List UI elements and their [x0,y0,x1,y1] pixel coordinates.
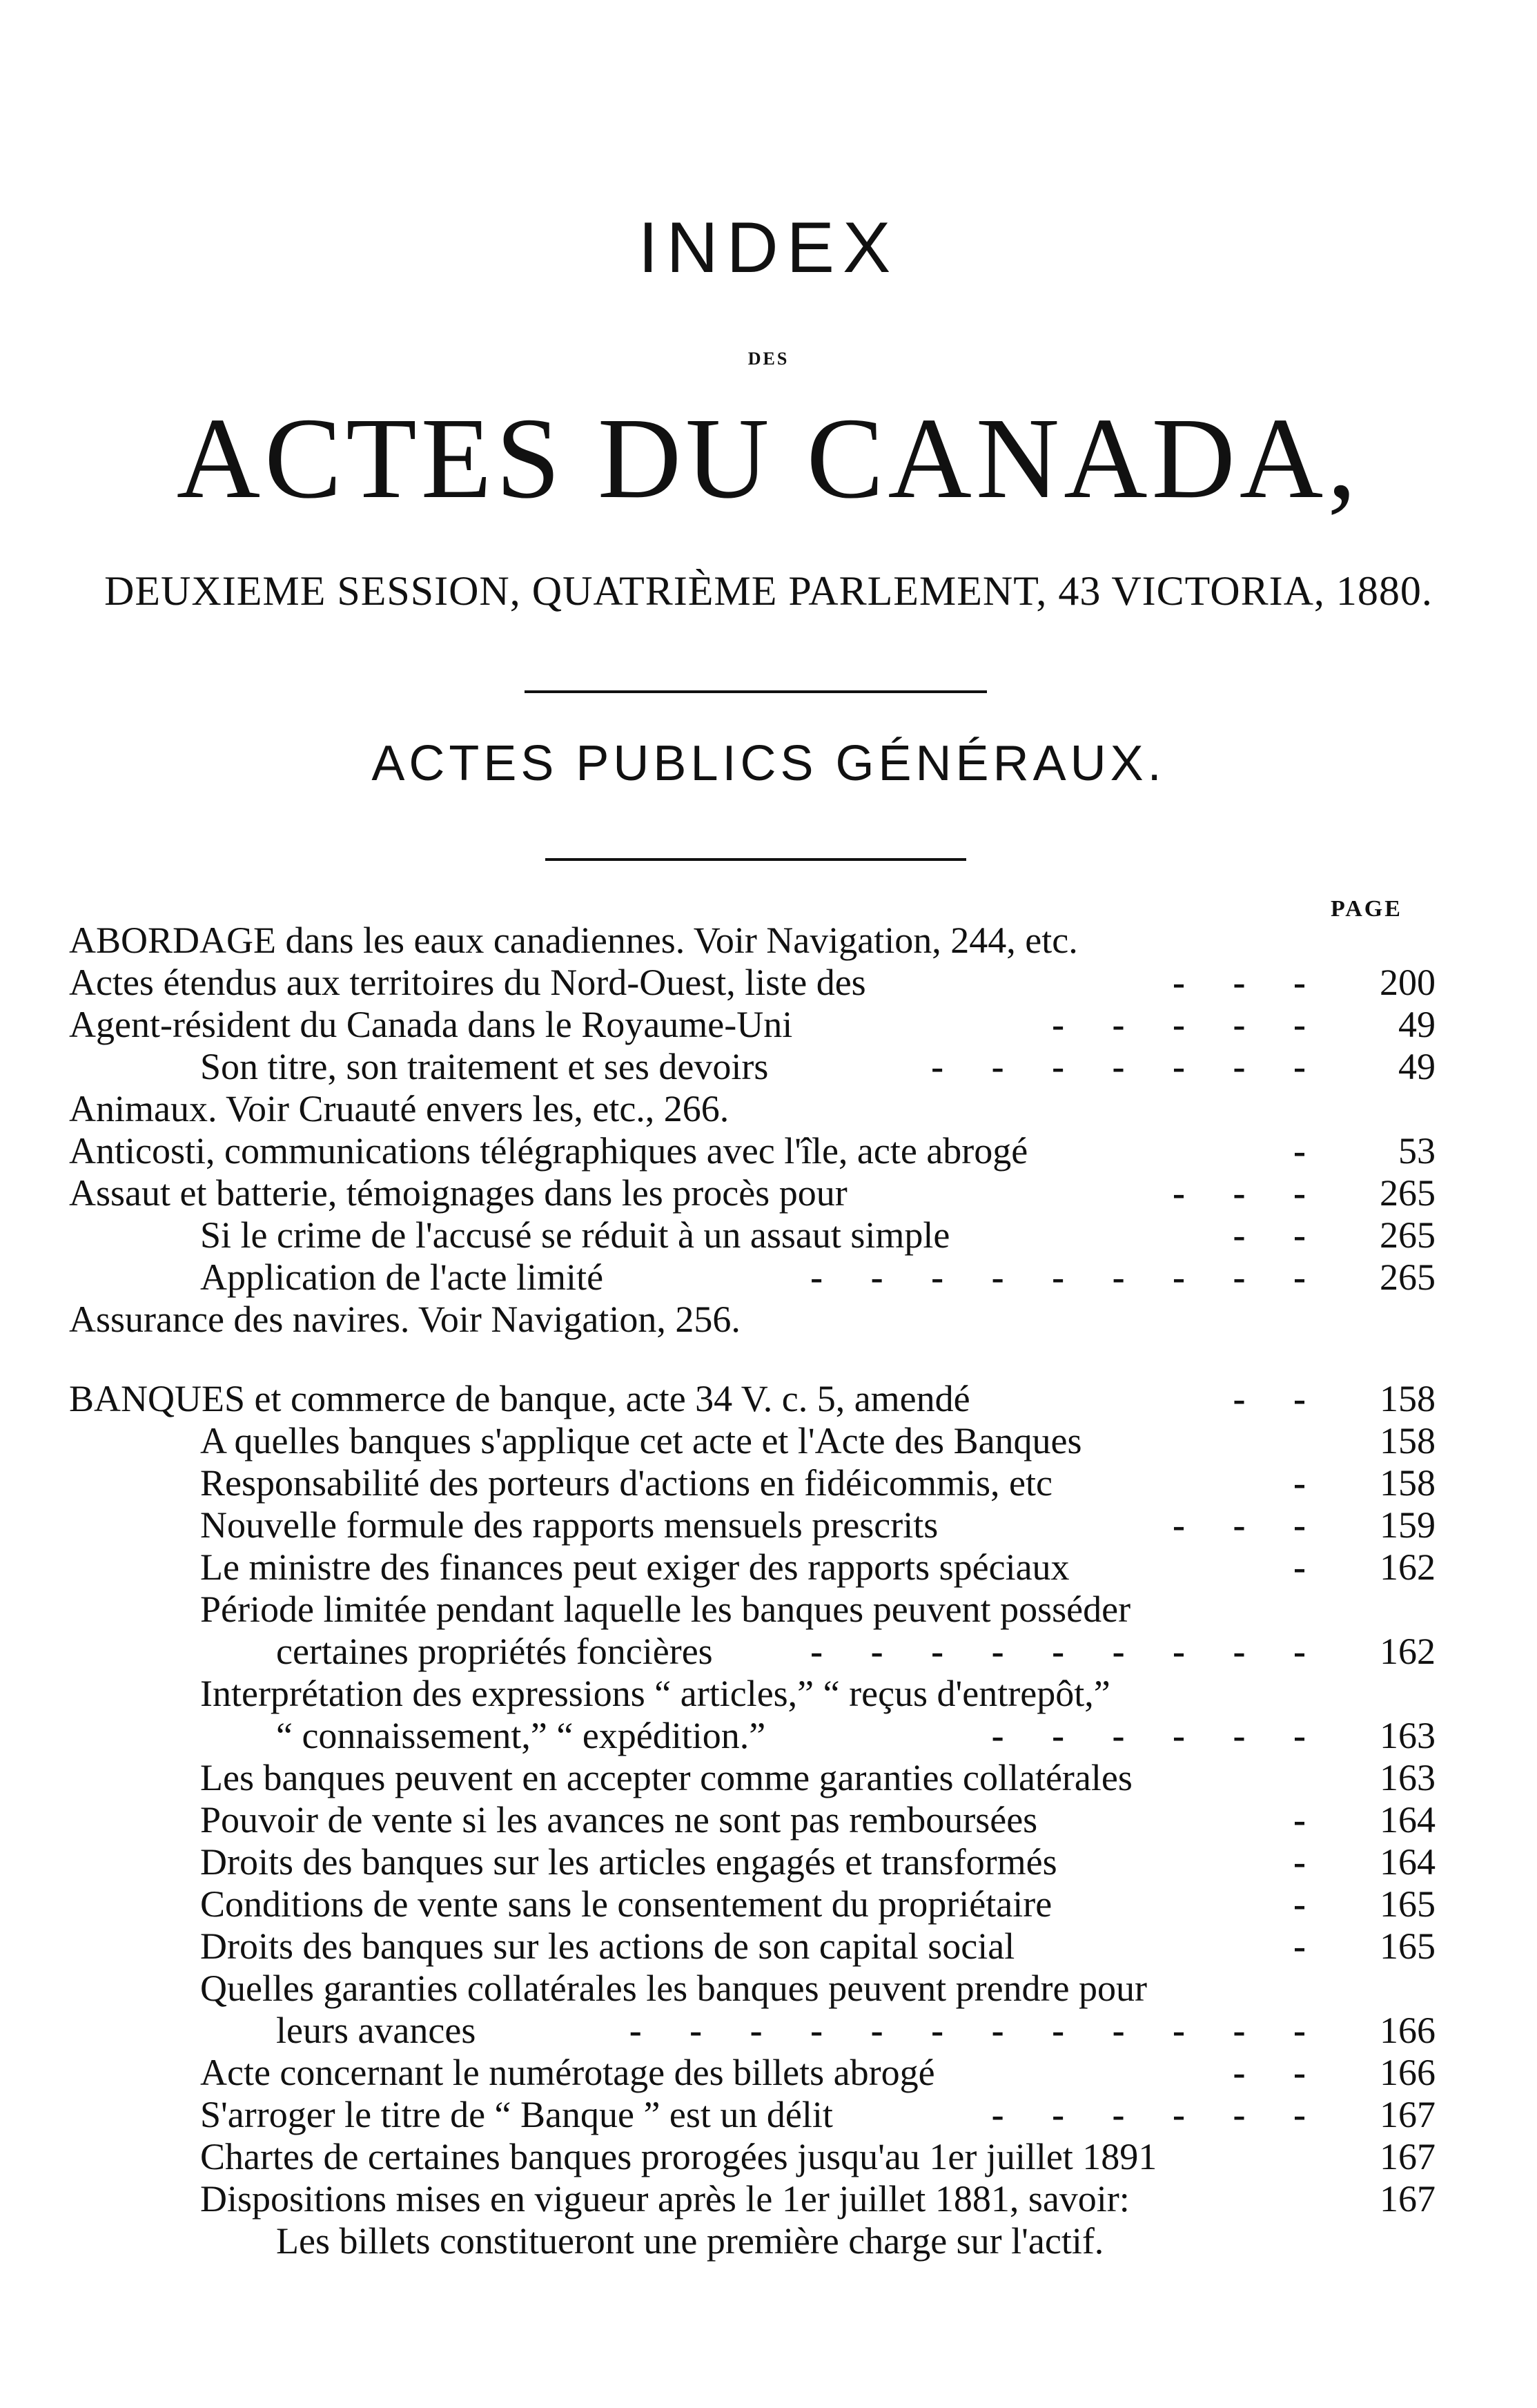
page-number: 53 [1398,1130,1436,1172]
page-number: 165 [1380,1883,1436,1925]
leader-dashes: - - - [1173,1504,1325,1546]
page-number: 164 [1380,1841,1436,1883]
index-entry [69,920,1436,962]
page-number: 159 [1380,1504,1436,1546]
session-subtitle: DEUXIEME SESSION, QUATRIÈME PARLEMENT, 43 VICTORIA, 1880. [104,568,1433,614]
leader-dashes: - - [1233,1214,1325,1256]
entry-text: Responsabilité des porteurs d'actions en fidéicommis, etc [200,1462,1053,1504]
entry-text: Les billets constitueront une première charge sur l'actif. [276,2220,1104,2262]
index-entry [69,1757,1436,1799]
index-entry [69,1256,1436,1299]
leader-dashes: - [1293,1883,1325,1925]
leader-dashes: - - - - - - - - - [810,1631,1325,1672]
index-entry [69,2220,1436,2262]
entry-text: Si le crime de l'accusé se réduit à un assaut simple [200,1214,950,1256]
index-entry [69,1420,1436,1462]
page-number: 167 [1380,2178,1436,2220]
page-number: 265 [1380,1172,1436,1214]
page-number: 49 [1398,1046,1436,1087]
index-entry [69,1841,1436,1883]
entry-text: Conditions de vente sans le consentement du propriétaire [200,1883,1053,1925]
page-number: 158 [1380,1378,1436,1419]
index-entry [69,1715,1436,1757]
entry-text: Son titre, son traitement et ses devoirs [200,1046,769,1087]
leader-dashes: - - - - - - - - - - - - [629,2010,1325,2051]
index-entry [69,2010,1436,2052]
entry-text: “ connaissement,” “ expédition.” [276,1715,766,1756]
entry-text: certaines propriétés foncières [276,1631,713,1672]
leader-dashes: - [1293,1841,1325,1883]
entry-text: Le ministre des finances peut exiger des rapports spéciaux [200,1546,1070,1588]
entry-text: Dispositions mises en vigueur après le 1er juillet 1881, savoir: [200,2178,1130,2220]
leader-dashes: - - - - - - - - - [810,1256,1325,1298]
page-number: 165 [1380,1925,1436,1967]
page-number: 163 [1380,1757,1436,1798]
index-entry [69,962,1436,1004]
leader-dashes: - [1293,1546,1325,1588]
entry-text: Animaux. Voir Cruauté envers les, etc., 266. [69,1088,730,1129]
page-number: 167 [1380,2136,1436,2177]
leader-dashes: - - - - - - [991,1715,1325,1756]
page-number: 265 [1380,1256,1436,1298]
index-entry [69,1504,1436,1546]
leader-dashes: - [1293,1462,1325,1504]
index-entry [69,1631,1436,1673]
page-number: 163 [1380,1715,1436,1756]
section-title: ACTES PUBLICS GÉNÉRAUX. [371,736,1166,791]
section-gap [69,1341,1436,1378]
index-entry [69,1088,1436,1130]
entry-text: Chartes de certaines banques prorogées jusqu'au 1er juillet 1891 [200,2136,1157,2177]
entry-text: Droits des banques sur les actions de son capital social [200,1925,1015,1967]
leader-dashes: - - - - - - - [931,1046,1325,1087]
page-number: 167 [1380,2094,1436,2135]
index-entry [69,2178,1436,2220]
page-number: 158 [1380,1420,1436,1462]
entry-text: Pouvoir de vente si les avances ne sont pas remboursées [200,1799,1038,1841]
index-entry [69,2052,1436,2094]
entry-text: Acte concernant le numérotage des billets abrogé [200,2052,935,2093]
index-entry [69,1925,1436,1968]
page-number: 164 [1380,1799,1436,1841]
main-title: ACTES DU CANADA, [176,394,1361,523]
page-number: 158 [1380,1462,1436,1504]
page-number: 162 [1380,1631,1436,1672]
leader-dashes: - [1293,1130,1325,1172]
leader-dashes: - - - [1173,1172,1325,1214]
index-entry [69,1883,1436,1925]
entry-text: Application de l'acte limité [200,1256,604,1298]
entry-text: Agent-résident du Canada dans le Royaume-Uni [69,1004,793,1045]
index-entry [69,1378,1436,1420]
entry-text: Nouvelle formule des rapports mensuels prescrits [200,1504,939,1546]
entry-text: Interprétation des expressions “ articles,” “ reçus d'entrepôt,” [200,1673,1110,1714]
entry-text: A quelles banques s'applique cet acte et l'Acte des Banques [200,1420,1082,1462]
index-entry [69,2094,1436,2136]
index-entry [69,1589,1436,1631]
entry-text: Quelles garanties collatérales les banques peuvent prendre pour [200,1968,1147,2009]
leader-dashes: - - [1233,1378,1325,1419]
entry-text: BANQUES et commerce de banque, acte 34 V. c. 5, amendé [69,1378,970,1419]
index-entry [69,1462,1436,1504]
entry-text: Période limitée pendant laquelle les banques peuvent posséder [200,1589,1131,1630]
page-number: 265 [1380,1214,1436,1256]
index-entry [69,1299,1436,1341]
page-column-header: PAGE [1331,896,1402,922]
index-heading: INDEX [638,208,899,288]
entry-text: Actes étendus aux territoires du Nord-Ouest, liste des [69,962,866,1003]
leader-dashes: - [1293,1925,1325,1967]
index-entries [69,920,1436,2262]
index-entry [69,1673,1436,1715]
divider-rule [525,690,987,693]
entry-text: Les banques peuvent en accepter comme garanties collatérales [200,1757,1133,1798]
page-number: 162 [1380,1546,1436,1588]
index-entry [69,1214,1436,1256]
leader-dashes: - - - [1173,962,1325,1003]
entry-text: S'arroger le titre de “ Banque ” est un délit [200,2094,833,2135]
des-subheading: DES [747,349,790,369]
leader-dashes: - [1293,1799,1325,1841]
index-entry [69,2136,1436,2178]
index-entry [69,1799,1436,1841]
entry-text: Droits des banques sur les articles engagés et transformés [200,1841,1057,1883]
index-entry [69,1968,1436,2010]
leader-dashes: - - [1233,2052,1325,2093]
index-entry [69,1172,1436,1214]
page-number: 166 [1380,2052,1436,2093]
divider-rule [545,858,966,861]
index-entry [69,1004,1436,1046]
entry-text: ABORDAGE dans les eaux canadiennes. Voir Navigation, 244, etc. [69,920,1078,961]
leader-dashes: - - - - - [1052,1004,1325,1045]
entry-text: Anticosti, communications télégraphiques avec l'île, acte abrogé [69,1130,1028,1172]
page-number: 49 [1398,1004,1436,1045]
page-number: 200 [1380,962,1436,1003]
page-number: 166 [1380,2010,1436,2051]
leader-dashes: - - - - - - [991,2094,1325,2135]
entry-text: Assurance des navires. Voir Navigation, 256. [69,1299,741,1340]
index-entry [69,1546,1436,1589]
index-entry [69,1046,1436,1088]
entry-text: Assaut et batterie, témoignages dans les procès pour [69,1172,848,1214]
entry-text: leurs avances [276,2010,476,2051]
index-entry [69,1130,1436,1172]
